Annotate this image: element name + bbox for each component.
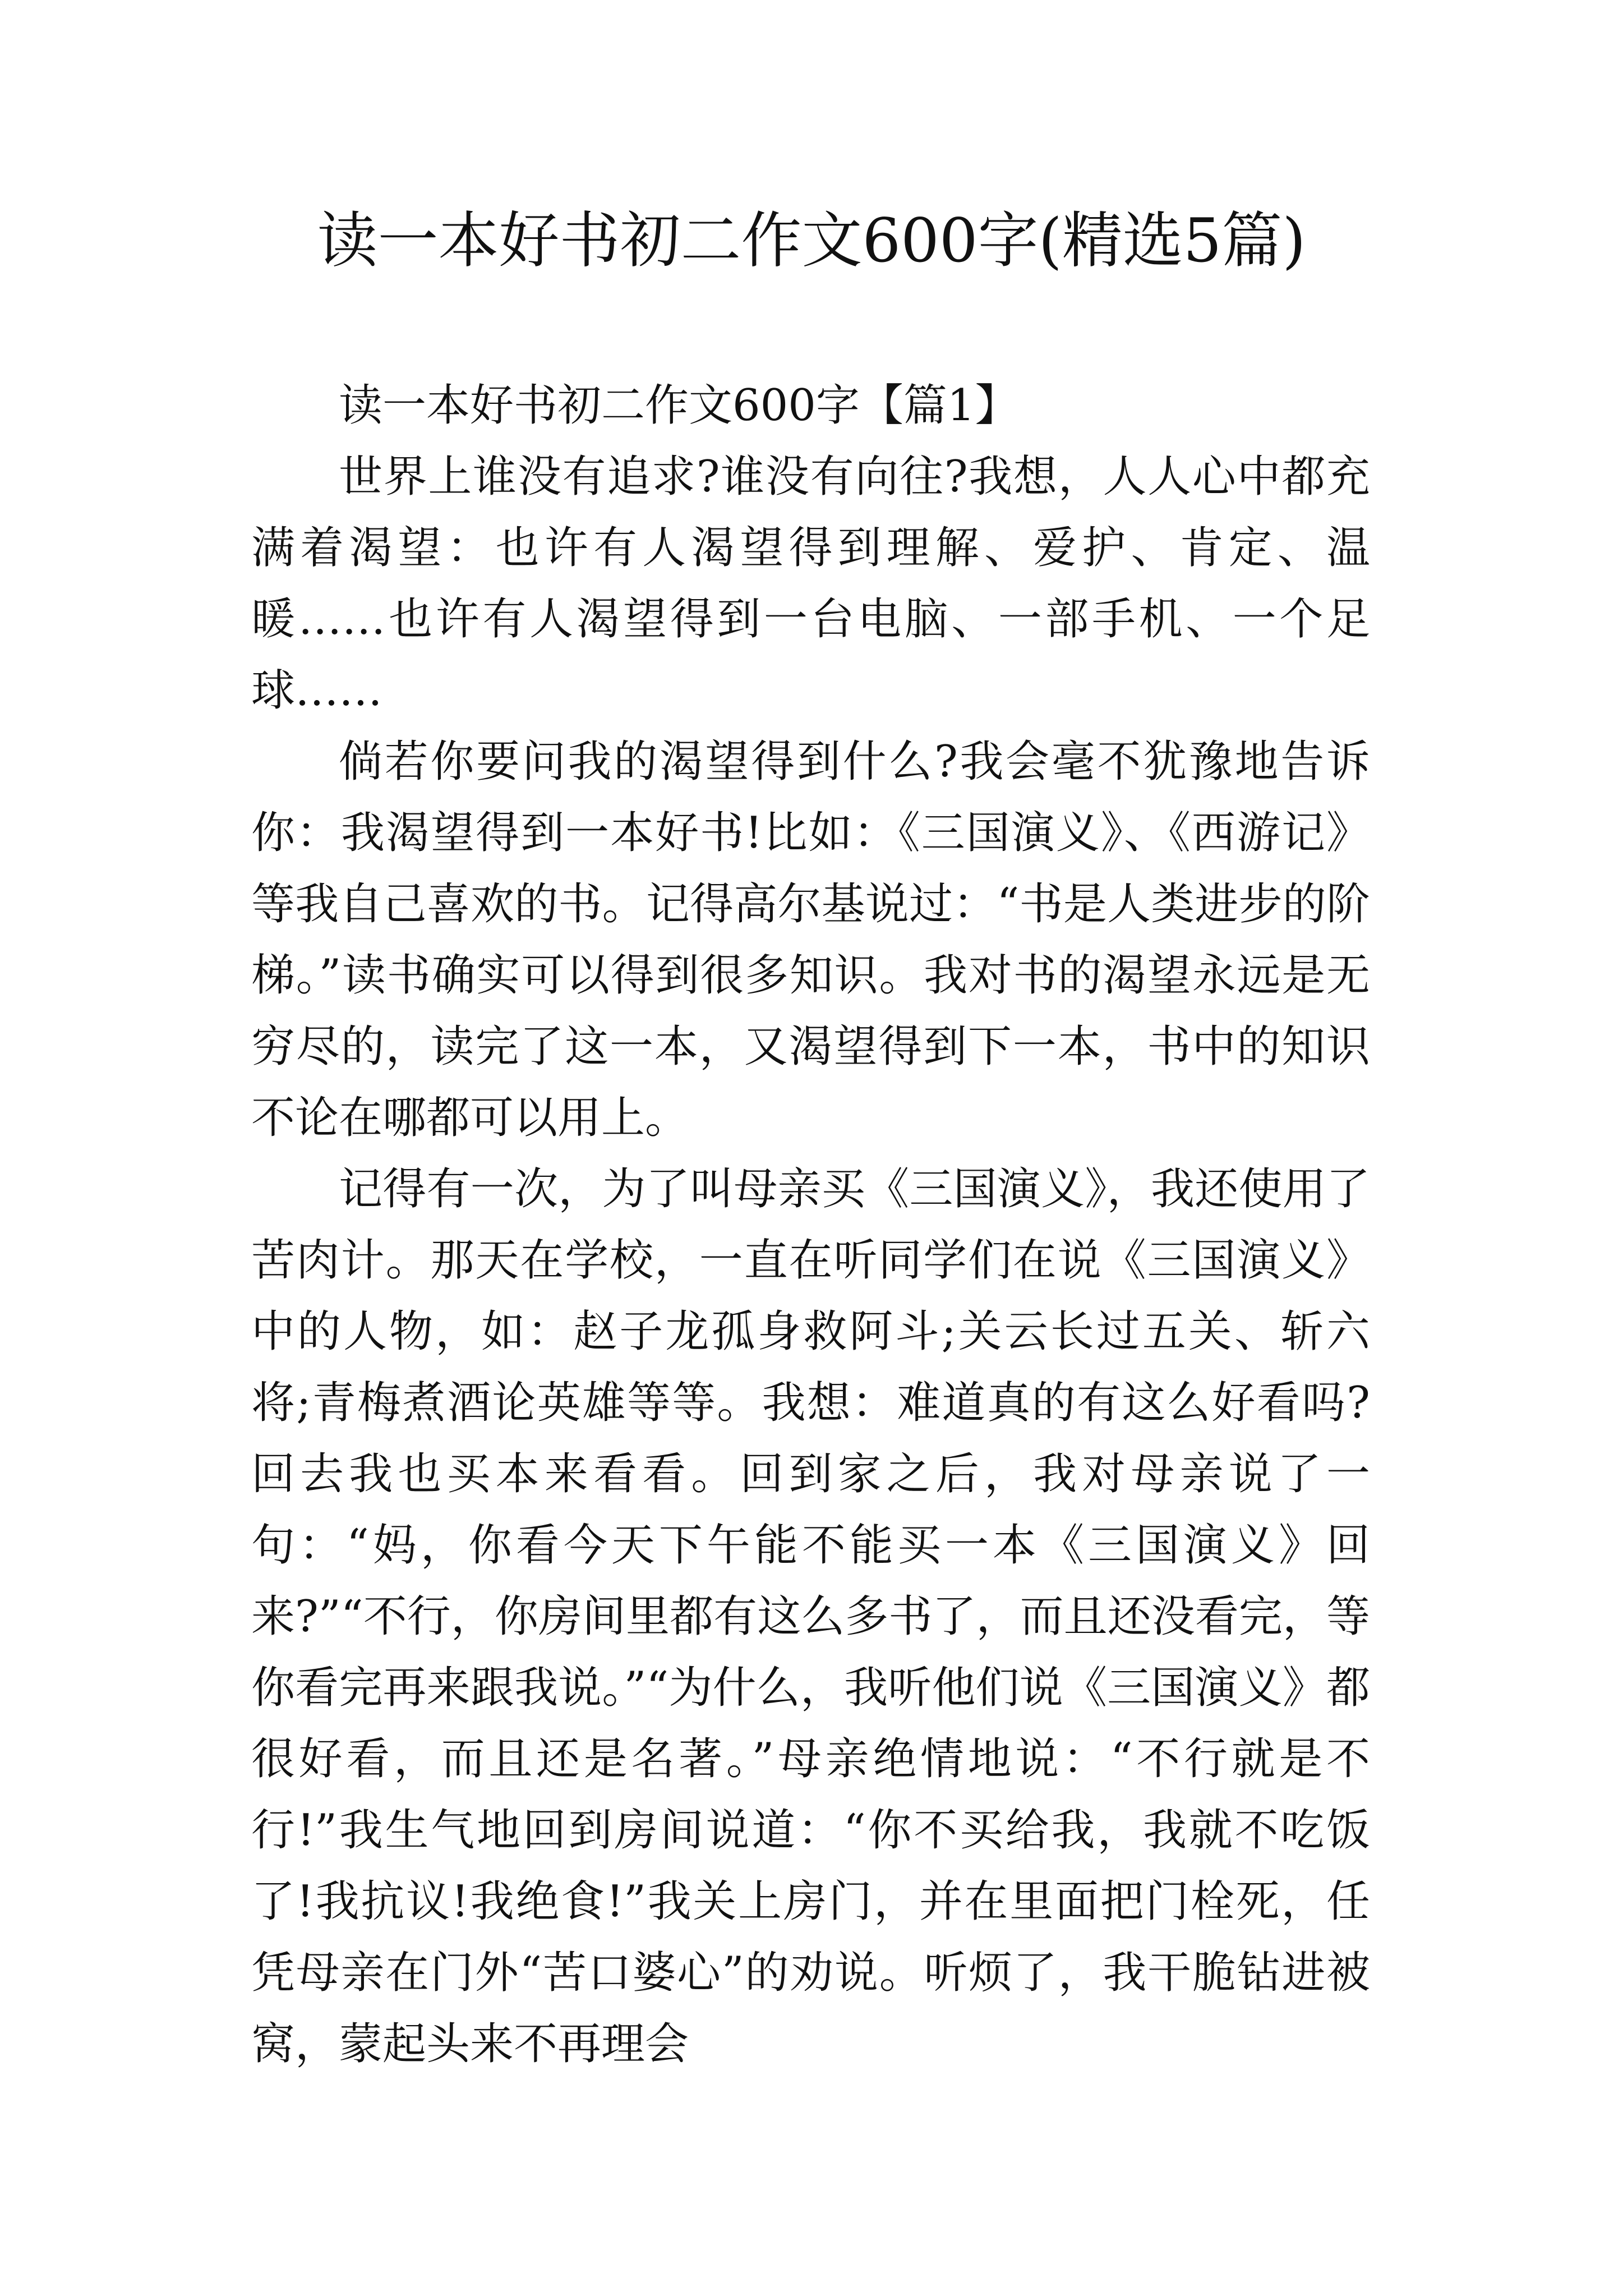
document-body: [251, 370, 1370, 2080]
document-title: 读一本好书初二作文600字(精选5篇): [317, 206, 1306, 276]
paragraph: 世界上谁没有追求?谁没有向往?我想，人人心中都充满着渴望：也许有人渴望得到理解、爱护、肯定、温暖……也许有人渴望得到一台电脑、一部手机、一个足球……: [251, 452, 1370, 716]
paragraph: 记得有一次，为了叫母亲买《三国演义》，我还使用了苦肉计。那天在学校，一直在听同学们在说《三国演义》中的人物，如：赵子龙孤身救阿斗;关云长过五关、斩六将;青梅煮酒论英雄等等。我想：难道真的有这么好看吗?回去我也买本来看看。回到家之后，我对母亲说了一句：“妈，你看今天下午能不能买一本《三国演义》回来?”“不行，你房间里都有这么多书了，而且还没看完，等你看完再来跟我说。”“为什么，我听他们说《三国演义》都很好看，而且还是名著。”母亲绝情地说：“不行就是不行!”我生气地回到房间说道：“你不买给我，我就不吃饭了!我抗议!我绝食!”我关上房门，并在里面把门栓死，任凭母亲在门外“苦口婆心”的劝说。听烦了，我干脆钻进被窝，蒙起头来不再理会: [251, 1164, 1370, 2069]
section-heading: 读一本好书初二作文600字【篇1】: [339, 380, 1019, 431]
paragraph: 倘若你要问我的渴望得到什么?我会毫不犹豫地告诉你：我渴望得到一本好书!比如：《三国演义》、《西游记》等我自己喜欢的书。记得高尔基说过：“书是人类进步的阶梯。”读书确实可以得到很多知识。我对书的渴望永远是无穷尽的，读完了这一本，又渴望得到下一本，书中的知识不论在哪都可以用上。: [251, 737, 1370, 1143]
